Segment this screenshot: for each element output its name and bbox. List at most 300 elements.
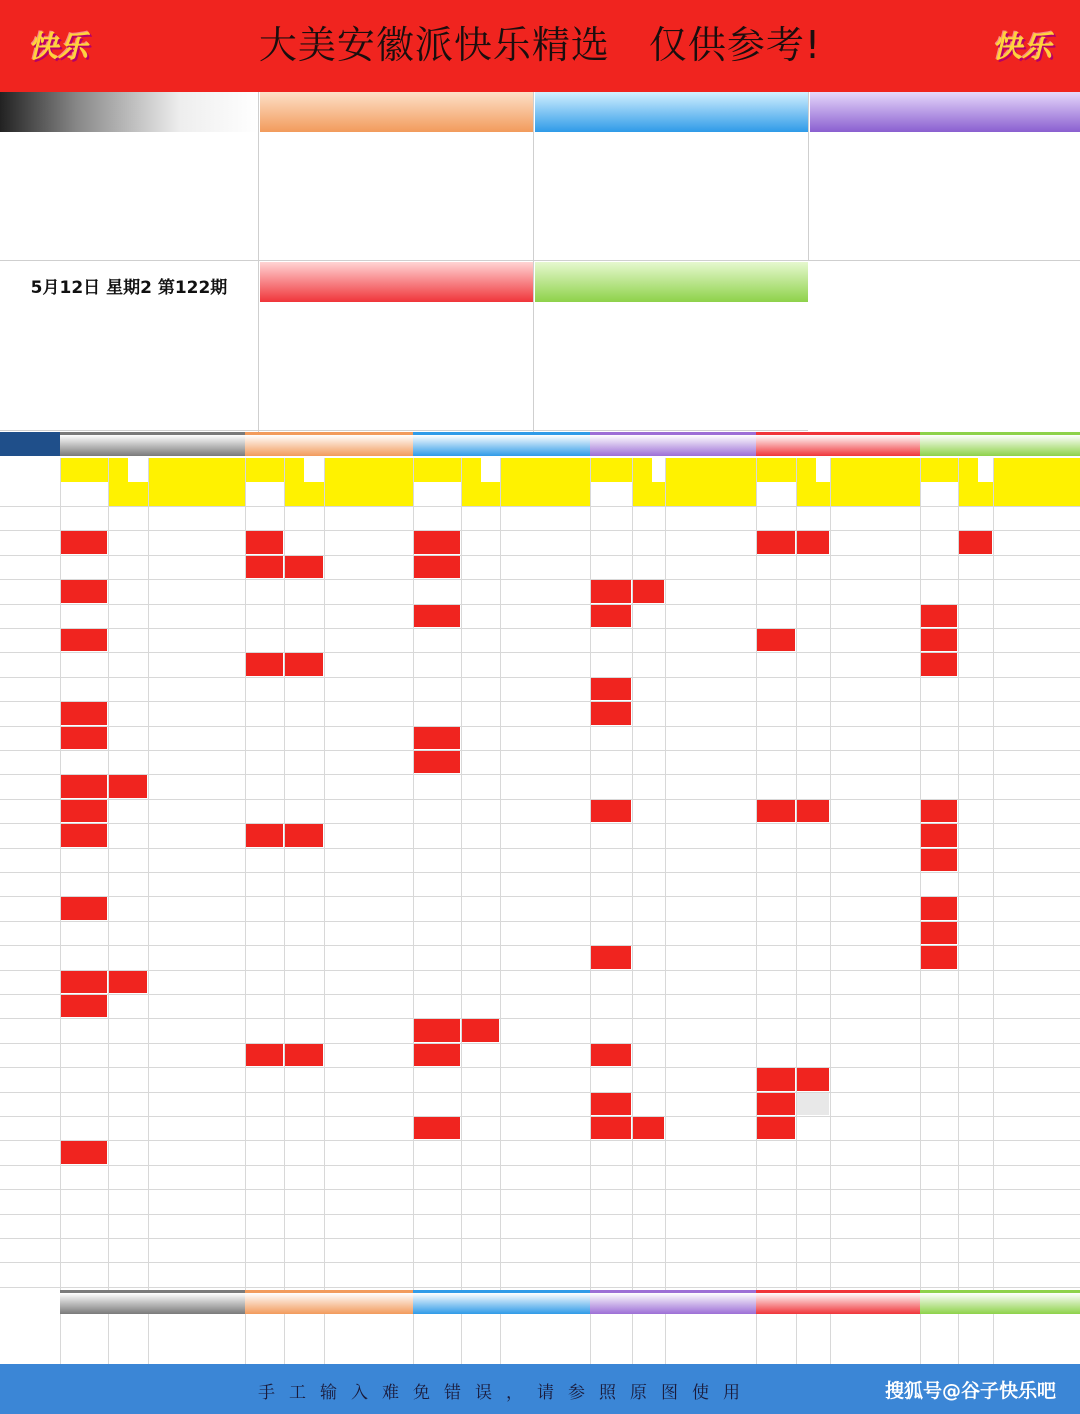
xuan2-cell — [958, 702, 992, 724]
xuan1-cell — [920, 507, 957, 529]
row-divider — [0, 750, 1080, 751]
xuan1-cell — [413, 1190, 460, 1212]
code34-cell — [993, 1190, 1079, 1212]
xuan2-cell — [461, 1068, 499, 1090]
xuan1-cell — [413, 1044, 460, 1066]
xuan1-cell — [756, 702, 795, 724]
code34-cell — [993, 800, 1079, 822]
panel-row — [535, 350, 808, 371]
code34-cell — [500, 1068, 589, 1090]
xuan2-cell — [958, 605, 992, 627]
row-divider — [0, 1116, 1080, 1117]
xuan2-cell — [632, 1019, 664, 1041]
xuan2-cell — [461, 1166, 499, 1188]
xuan1-cell — [60, 1068, 107, 1090]
code34-cell — [665, 629, 755, 651]
xuan2-cell — [461, 580, 499, 602]
code34-header — [665, 458, 756, 506]
xuan2-cell — [108, 580, 147, 602]
expert-panel — [535, 92, 808, 260]
summary-label-last-month — [0, 1340, 60, 1362]
code34-cell — [500, 702, 589, 724]
xuan2-cell — [796, 1044, 829, 1066]
group-header — [590, 432, 756, 456]
xuan2-cell — [108, 507, 147, 529]
code34-cell — [665, 1019, 755, 1041]
xuan2-cell — [796, 1019, 829, 1041]
xuan2-cell — [958, 531, 992, 553]
code34-cell — [500, 580, 589, 602]
xuan2-cell — [632, 849, 664, 871]
row-divider — [0, 530, 1080, 531]
col-divider — [500, 458, 501, 1364]
xuan2-cell — [632, 1117, 664, 1139]
xuan1-cell — [590, 995, 631, 1017]
xuan2-cell — [108, 678, 147, 700]
xuan1-cell — [413, 605, 460, 627]
xuan1-cell — [590, 507, 631, 529]
xuan1-cell — [756, 1166, 795, 1188]
code34-header — [830, 458, 920, 506]
code34-cell — [665, 751, 755, 773]
code34-cell — [665, 922, 755, 944]
xuan2-cell — [108, 1019, 147, 1041]
period-label — [0, 994, 60, 1018]
col-divider — [756, 458, 757, 1364]
xuan1-cell — [590, 775, 631, 797]
xuan1-cell — [245, 824, 283, 846]
code34-cell — [993, 897, 1079, 919]
code34-cell — [665, 702, 755, 724]
xuan2-cell — [108, 922, 147, 944]
code34-cell — [324, 580, 412, 602]
xuan1-cell — [590, 800, 631, 822]
code34-cell — [830, 629, 919, 651]
xuan2-cell — [108, 946, 147, 968]
panel-divider — [0, 430, 808, 431]
row-divider — [0, 848, 1080, 849]
xuan1-cell — [920, 1019, 957, 1041]
xuan1-cell — [60, 727, 107, 749]
period-label — [0, 799, 60, 823]
period-label — [0, 1189, 60, 1213]
code34-cell — [830, 605, 919, 627]
panel-row — [535, 159, 808, 180]
period-label — [0, 1018, 60, 1042]
xuan1-cell — [590, 922, 631, 944]
code34-cell — [830, 775, 919, 797]
xuan2-cell — [461, 849, 499, 871]
code34-cell — [148, 1093, 244, 1115]
xuan2-cell — [284, 897, 323, 919]
xuan1-cell — [413, 1117, 460, 1139]
xuan2-cell — [958, 995, 992, 1017]
period-label — [0, 604, 60, 628]
xuan1-cell — [413, 702, 460, 724]
code34-cell — [993, 751, 1079, 773]
code34-cell — [665, 580, 755, 602]
xuan2-cell — [958, 1019, 992, 1041]
code34-cell — [500, 824, 589, 846]
xuan1-cell — [413, 678, 460, 700]
xuan2-cell — [461, 800, 499, 822]
xuan1-cell — [60, 1044, 107, 1066]
xuan1-cell — [60, 1117, 107, 1139]
xuan2-cell — [461, 1044, 499, 1066]
row-divider — [0, 579, 1080, 580]
history-table — [0, 432, 1080, 1364]
xuan1-cell — [60, 873, 107, 895]
code34-cell — [324, 775, 412, 797]
xuan2-cell — [284, 580, 323, 602]
xuan1-cell — [60, 1141, 107, 1163]
xuan1-cell — [245, 922, 283, 944]
xuan1-cell — [920, 824, 957, 846]
period-label — [0, 823, 60, 847]
code34-cell — [830, 531, 919, 553]
code34-cell — [500, 1141, 589, 1163]
logo-right: 快乐 — [992, 30, 1052, 65]
xuan2-cell — [284, 849, 323, 871]
code34-cell — [148, 507, 244, 529]
code34-cell — [830, 751, 919, 773]
col-divider — [60, 458, 61, 1364]
xuan2-cell — [958, 629, 992, 651]
xuan2-cell — [108, 1093, 147, 1115]
xuan2-cell — [461, 531, 499, 553]
code34-cell — [665, 507, 755, 529]
xuan1-cell — [60, 897, 107, 919]
xuan2-cell — [632, 897, 664, 919]
col-divider — [590, 458, 591, 1364]
expert-panel — [260, 262, 533, 430]
group-footer-header — [590, 1290, 756, 1314]
xuan2-cell — [284, 1190, 323, 1212]
xuan2-cell — [108, 873, 147, 895]
code34-cell — [500, 775, 589, 797]
panel-divider — [258, 92, 259, 432]
miss-status-cell — [60, 1316, 107, 1338]
xuan1-cell — [413, 1019, 460, 1041]
code34-cell — [324, 1141, 412, 1163]
xuan2-cell — [461, 873, 499, 895]
xuan1-cell — [756, 1190, 795, 1212]
xuan2-cell — [796, 775, 829, 797]
xuan1-cell — [60, 995, 107, 1017]
xuan1-cell — [590, 1068, 631, 1090]
col-divider — [993, 458, 994, 1364]
xuan1-cell — [756, 922, 795, 944]
row-divider — [0, 726, 1080, 727]
period-label — [0, 677, 60, 701]
panel-divider — [533, 92, 534, 432]
code34-cell — [500, 1044, 589, 1066]
code34-cell — [665, 995, 755, 1017]
xuan2-cell — [461, 995, 499, 1017]
code34-cell — [665, 824, 755, 846]
code34-cell — [665, 1141, 755, 1163]
xuan1-cell — [590, 727, 631, 749]
code34-cell — [830, 1044, 919, 1066]
code34-cell — [148, 1141, 244, 1163]
miss-status-cell — [413, 1316, 460, 1338]
code34-cell — [993, 678, 1079, 700]
code34-cell — [500, 873, 589, 895]
xuan1-cell — [920, 1141, 957, 1163]
xuan2-cell — [632, 971, 664, 993]
code34-cell — [993, 946, 1079, 968]
col-divider — [284, 458, 285, 1364]
xuan1-cell — [920, 1093, 957, 1115]
xuan1-cell — [590, 824, 631, 846]
code34-cell — [500, 605, 589, 627]
code34-cell — [324, 653, 412, 675]
xuan2-cell — [796, 946, 829, 968]
xuan2-header — [796, 482, 830, 506]
row-divider — [0, 628, 1080, 629]
miss-status-cell — [993, 1316, 1079, 1338]
code34-cell — [324, 1166, 412, 1188]
period-label — [0, 701, 60, 725]
panel-row — [535, 180, 808, 201]
code34-header — [993, 458, 1080, 506]
xuan1-cell — [920, 800, 957, 822]
xuan2-cell — [284, 873, 323, 895]
xuan2-cell — [461, 727, 499, 749]
code34-cell — [500, 1093, 589, 1115]
xuan1-header — [60, 458, 128, 482]
xuan1-cell — [413, 507, 460, 529]
xuan2-cell — [108, 1044, 147, 1066]
code34-cell — [830, 873, 919, 895]
xuan2-cell — [632, 531, 664, 553]
xuan2-cell — [796, 605, 829, 627]
xuan1-cell — [245, 702, 283, 724]
code34-cell — [148, 824, 244, 846]
xuan1-cell — [920, 653, 957, 675]
code34-cell — [500, 1019, 589, 1041]
xuan2-cell — [461, 824, 499, 846]
xuan2-cell — [958, 1093, 992, 1115]
col-divider — [958, 458, 959, 1364]
summary-label-miss — [0, 1316, 60, 1338]
code34-cell — [148, 873, 244, 895]
code34-cell — [665, 678, 755, 700]
group-header — [920, 432, 1080, 456]
xuan2-cell — [108, 775, 147, 797]
xuan1-cell — [920, 971, 957, 993]
xuan1-cell — [60, 824, 107, 846]
panel-row — [0, 159, 258, 180]
xuan1-header — [920, 458, 978, 482]
xuan2-cell — [284, 531, 323, 553]
xuan1-cell — [60, 1093, 107, 1115]
code34-cell — [148, 556, 244, 578]
group-footer-header — [920, 1290, 1080, 1314]
panel-title — [260, 262, 533, 302]
col-divider — [920, 458, 921, 1364]
xuan1-cell — [756, 873, 795, 895]
code34-cell — [830, 1166, 919, 1188]
xuan1-cell — [60, 1166, 107, 1188]
miss-status-cell — [830, 1316, 919, 1338]
group-footer-header — [245, 1290, 413, 1314]
group-footer-header — [756, 1290, 920, 1314]
xuan1-cell — [60, 653, 107, 675]
xuan1-cell — [413, 751, 460, 773]
xuan2-cell — [632, 605, 664, 627]
code34-cell — [148, 629, 244, 651]
xuan2-cell — [108, 556, 147, 578]
code34-cell — [830, 1093, 919, 1115]
miss-status-cell — [632, 1316, 664, 1338]
xuan2-cell — [461, 775, 499, 797]
xuan1-cell — [920, 580, 957, 602]
code34-cell — [993, 971, 1079, 993]
xuan2-cell — [108, 1166, 147, 1188]
xuan2-cell — [632, 556, 664, 578]
xuan1-cell — [756, 971, 795, 993]
code34-cell — [500, 727, 589, 749]
code34-cell — [148, 653, 244, 675]
xuan2-cell — [108, 629, 147, 651]
code34-cell — [148, 678, 244, 700]
xuan1-cell — [756, 946, 795, 968]
xuan1-cell — [590, 629, 631, 651]
xuan2-cell — [461, 1141, 499, 1163]
xuan1-cell — [60, 849, 107, 871]
xuan2-cell — [108, 653, 147, 675]
xuan1-cell — [60, 1019, 107, 1041]
miss-status-cell — [756, 1316, 795, 1338]
row-divider — [0, 994, 1080, 995]
panel-row — [260, 138, 533, 159]
xuan2-cell — [284, 995, 323, 1017]
xuan2-cell — [632, 1068, 664, 1090]
panel-row — [535, 201, 808, 222]
panel-divider — [808, 92, 809, 260]
panel-row — [260, 329, 533, 350]
code34-cell — [993, 629, 1079, 651]
xuan1-cell — [920, 531, 957, 553]
code34-cell — [148, 702, 244, 724]
code34-cell — [993, 995, 1079, 1017]
xuan2-cell — [632, 995, 664, 1017]
xuan1-cell — [756, 1141, 795, 1163]
col-divider — [830, 458, 831, 1364]
xuan2-cell — [632, 629, 664, 651]
xuan1-cell — [413, 995, 460, 1017]
xuan1-cell — [60, 556, 107, 578]
xuan1-cell — [756, 605, 795, 627]
miss-status-cell — [665, 1316, 755, 1338]
code34-cell — [830, 1019, 919, 1041]
xuan1-cell — [920, 556, 957, 578]
code34-cell — [830, 727, 919, 749]
code34-cell — [665, 897, 755, 919]
xuan2-cell — [958, 727, 992, 749]
xuan2-cell — [284, 1044, 323, 1066]
col-divider — [632, 458, 633, 1364]
miss-status-cell — [958, 1316, 992, 1338]
row-divider — [0, 1140, 1080, 1141]
period-label — [0, 506, 60, 530]
xuan1-cell — [590, 1141, 631, 1163]
xuan1-cell — [920, 849, 957, 871]
xuan2-cell — [632, 946, 664, 968]
row-divider — [0, 921, 1080, 922]
code34-cell — [324, 556, 412, 578]
panel-row — [810, 180, 1080, 201]
xuan2-cell — [284, 971, 323, 993]
code34-cell — [324, 800, 412, 822]
xuan1-cell — [756, 775, 795, 797]
code34-header — [324, 458, 413, 506]
code34-cell — [324, 1068, 412, 1090]
xuan1-cell — [590, 605, 631, 627]
col-divider — [796, 458, 797, 1364]
xuan2-cell — [632, 1044, 664, 1066]
code34-cell — [324, 1093, 412, 1115]
xuan1-header — [413, 458, 481, 482]
xuan1-cell — [245, 1044, 283, 1066]
xuan1-cell — [413, 653, 460, 675]
panel-row — [260, 201, 533, 222]
panel-title — [535, 262, 808, 302]
code34-cell — [993, 531, 1079, 553]
xuan1-cell — [60, 702, 107, 724]
code34-cell — [665, 727, 755, 749]
code34-cell — [665, 1093, 755, 1115]
row-divider — [0, 970, 1080, 971]
miss-status-cell — [284, 1316, 323, 1338]
code34-cell — [148, 971, 244, 993]
xuan2-cell — [796, 995, 829, 1017]
code34-cell — [830, 580, 919, 602]
row-divider — [0, 701, 1080, 702]
xuan2-cell — [796, 727, 829, 749]
row-divider — [0, 1165, 1080, 1166]
period-label — [0, 530, 60, 554]
xuan2-cell — [284, 507, 323, 529]
xuan1-cell — [245, 873, 283, 895]
xuan1-cell — [245, 946, 283, 968]
code34-header — [148, 458, 245, 506]
xuan2-cell — [632, 1190, 664, 1212]
xuan1-cell — [245, 653, 283, 675]
miss-status-cell — [108, 1316, 147, 1338]
xuan2-header — [108, 482, 148, 506]
xuan2-cell — [796, 873, 829, 895]
xuan1-cell — [756, 1019, 795, 1041]
xuan1-cell — [920, 1068, 957, 1090]
header-banner — [0, 0, 1080, 92]
code34-cell — [148, 946, 244, 968]
xuan2-cell — [108, 751, 147, 773]
xuan1-cell — [590, 678, 631, 700]
xuan2-cell — [461, 507, 499, 529]
code34-cell — [500, 1117, 589, 1139]
col-divider — [148, 458, 149, 1364]
code34-cell — [993, 824, 1079, 846]
panel-row — [260, 371, 533, 392]
code34-cell — [665, 1117, 755, 1139]
xuan1-cell — [413, 629, 460, 651]
code34-cell — [324, 897, 412, 919]
xuan1-cell — [60, 946, 107, 968]
code34-cell — [830, 556, 919, 578]
code34-cell — [500, 800, 589, 822]
